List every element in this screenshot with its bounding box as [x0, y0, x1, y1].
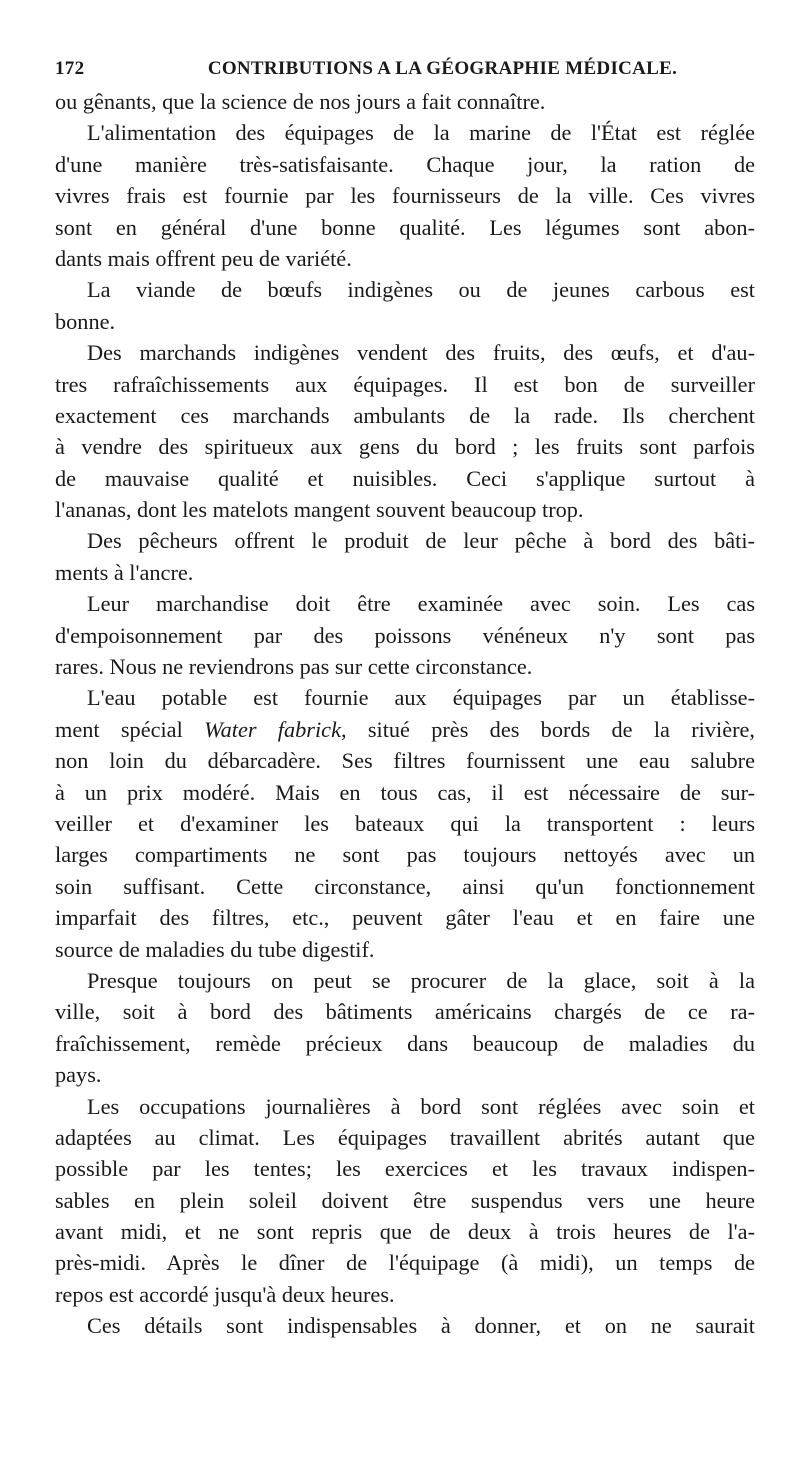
- text-line: possible par les tentes; les exercices et les travaux indispen-: [55, 1156, 755, 1182]
- text-line: L'eau potable est fournie aux équipages par un établisse-: [87, 685, 755, 711]
- text-line: Ces détails sont indispensables à donner, et on ne saurait: [87, 1313, 755, 1339]
- page-number: 172: [55, 58, 85, 79]
- text-line: pays.: [55, 1062, 102, 1088]
- text-line: soin suffisant. Cette circonstance, ainsi qu'un fonctionnement: [55, 873, 755, 899]
- text-line: d'empoisonnement par des poissons vénéneux n'y sont pas: [55, 622, 755, 648]
- text-segment: , situé près des bords de la rivière,: [340, 716, 755, 742]
- text-line: fraîchissement, remède précieux dans beaucoup de maladies du: [55, 1030, 755, 1056]
- text-line: larges compartiments ne sont pas toujours nettoyés avec un: [55, 842, 755, 868]
- text-line: veiller et d'examiner les bateaux qui la transportent : leurs: [55, 810, 755, 836]
- text-segment: ment spécial: [55, 716, 205, 742]
- text-line: ville, soit à bord des bâtiments américains chargés de ce ra-: [55, 999, 755, 1025]
- text-line: d'une manière très-satisfaisante. Chaque jour, la ration de: [55, 151, 755, 177]
- text-line: exactement ces marchands ambulants de la rade. Ils cherchent: [55, 402, 755, 428]
- text-line: avant midi, et ne sont repris que de deux à trois heures de l'a-: [55, 1219, 755, 1245]
- text-line: repos est accordé jusqu'à deux heures.: [55, 1281, 395, 1307]
- text-line: à un prix modéré. Mais en tous cas, il est nécessaire de sur-: [55, 779, 755, 805]
- text-line: imparfait des filtres, etc., peuvent gâter l'eau et en faire une: [55, 905, 755, 931]
- text-line: ments à l'ancre.: [55, 559, 194, 585]
- body-text: [55, 86, 755, 1342]
- text-line: dants mais offrent peu de variété.: [55, 245, 352, 271]
- text-line: près-midi. Après le dîner de l'équipage (à midi), un temps de: [55, 1250, 755, 1276]
- text-line: adaptées au climat. Les équipages travaillent abrités autant que: [55, 1124, 755, 1150]
- text-line: tres rafraîchissements aux équipages. Il est bon de surveiller: [55, 371, 755, 397]
- running-head: [55, 58, 755, 88]
- text-line: de mauvaise qualité et nuisibles. Ceci s'applique surtout à: [55, 465, 755, 491]
- text-line: Des pêcheurs offrent le produit de leur pêche à bord des bâti-: [87, 528, 755, 554]
- text-line: rares. Nous ne reviendrons pas sur cette circonstance.: [55, 654, 533, 680]
- text-line: [55, 714, 755, 745]
- text-line: sont en général d'une bonne qualité. Les légumes sont abon-: [55, 214, 755, 240]
- text-line: vivres frais est fournie par les fournisseurs de la ville. Ces vivres: [55, 183, 755, 209]
- text-line: à vendre des spiritueux aux gens du bord ; les fruits sont parfois: [55, 434, 755, 460]
- italic-term: Water fabrick: [204, 716, 341, 742]
- text-line: sables en plein soleil doivent être suspendus vers une heure: [55, 1187, 755, 1213]
- text-line: Presque toujours on peut se procurer de la glace, soit à la: [87, 967, 755, 993]
- text-line: l'ananas, dont les matelots mangent souvent beaucoup trop.: [55, 497, 584, 523]
- text-line: bonne.: [55, 308, 116, 334]
- text-line: ou gênants, que la science de nos jours a fait connaître.: [55, 89, 546, 114]
- text-line: non loin du débarcadère. Ses filtres fournissent une eau salubre: [55, 748, 755, 774]
- text-line: source de maladies du tube digestif.: [55, 936, 375, 962]
- text-line: La viande de bœufs indigènes ou de jeunes carbous est: [87, 277, 755, 303]
- text-line: Des marchands indigènes vendent des fruits, des œufs, et d'au-: [87, 340, 755, 366]
- text-line: Leur marchandise doit être examinée avec soin. Les cas: [87, 591, 755, 617]
- running-title: CONTRIBUTIONS A LA GÉOGRAPHIE MÉDICALE.: [207, 58, 678, 79]
- text-line: L'alimentation des équipages de la marine de l'État est réglée: [87, 120, 755, 146]
- text-line: Les occupations journalières à bord sont réglées avec soin et: [87, 1093, 755, 1119]
